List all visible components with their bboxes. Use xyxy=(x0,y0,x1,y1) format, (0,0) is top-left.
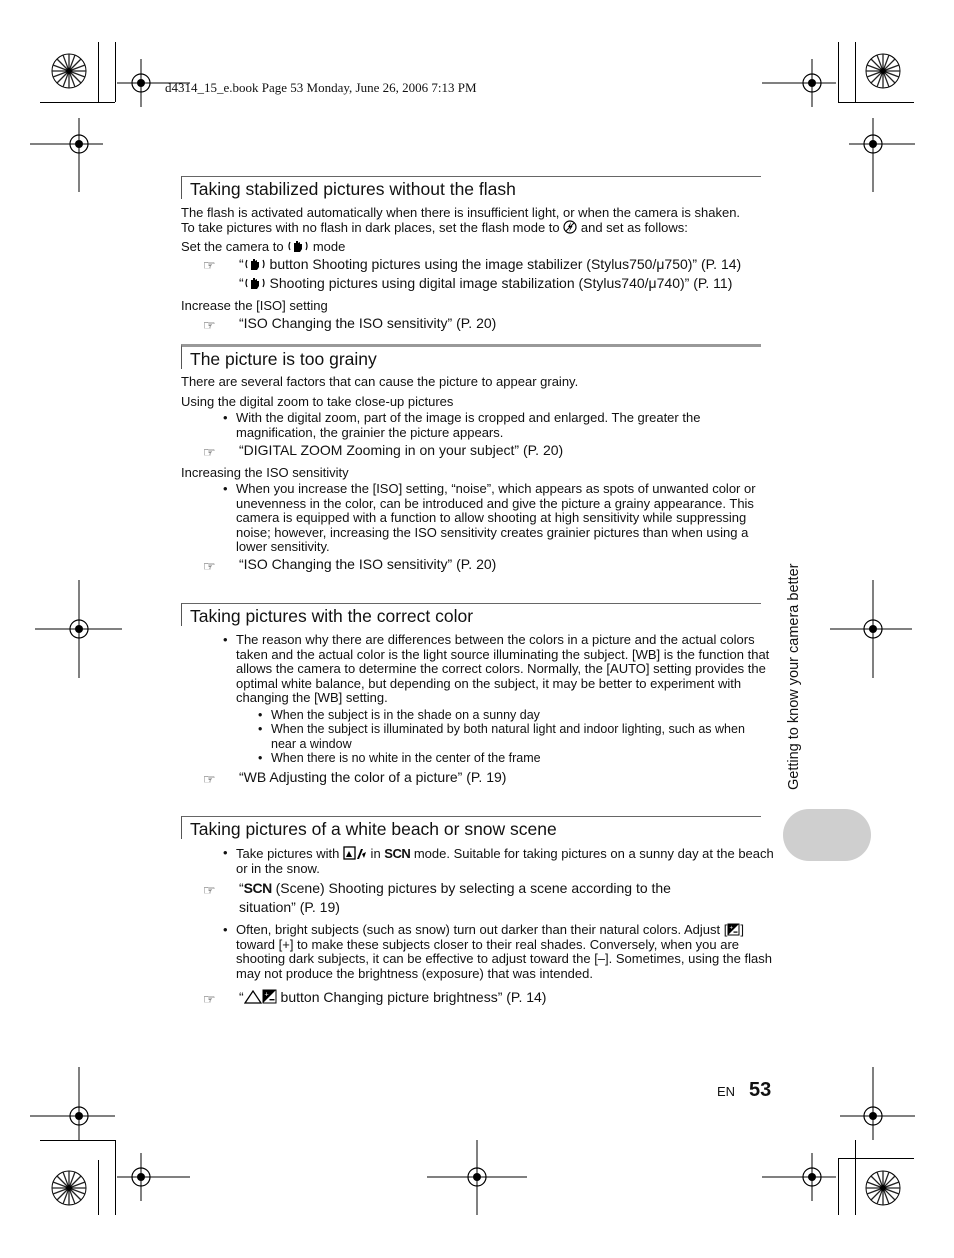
section-title-text: Taking pictures of a white beach or snow scene xyxy=(190,819,557,839)
beach-snow-scene-icon xyxy=(343,846,367,860)
bullet-text: When there is no white in the center of the frame xyxy=(271,751,541,765)
bullet-text: With the digital zoom, part of the image is cropped and enlarged. The greater the magnification, the grainier the picture appears. xyxy=(236,410,701,440)
pointing-hand-icon: ☞ xyxy=(203,558,216,574)
scn-label: SCN xyxy=(243,880,272,896)
ref-quote: “ xyxy=(239,989,244,1005)
print-header: d4314_15_e.book Page 53 Monday, June 26, 2006 7:13 PM xyxy=(165,80,477,95)
pointing-hand-icon: ☞ xyxy=(203,991,216,1007)
exposure-compensation-icon xyxy=(727,923,740,936)
image-stabilizer-hand-icon xyxy=(244,276,266,290)
sub-bullet: • When there is no white in the center of the frame xyxy=(258,751,541,765)
ref-text: (Scene) Shooting pictures by selecting a scene according to the xyxy=(271,880,671,896)
bullet-text: When the subject is illuminated by both natural light and indoor lighting, such as when near a window xyxy=(271,722,745,751)
ref-quote: “ xyxy=(239,880,244,896)
side-tab-label: Getting to know your camera better xyxy=(786,563,802,790)
image-stabilizer-hand-icon xyxy=(244,257,266,271)
exposure-compensation-icon xyxy=(262,989,277,1004)
sub-bullet: • When the subject is illuminated by both natural light and indoor lighting, such as when near a window xyxy=(258,722,745,751)
set-camera-heading xyxy=(181,239,345,255)
reference-link-scene-cont[interactable]: situation” (P. 19) xyxy=(239,899,340,915)
page-number: 53 xyxy=(749,1079,772,1101)
pointing-hand-icon: ☞ xyxy=(203,317,216,333)
sub-bullet: • When the subject is in the shade on a sunny day xyxy=(258,708,540,722)
set-camera-text-a: Set the camera to xyxy=(181,239,288,254)
reference-link-scene[interactable] xyxy=(239,879,671,897)
bullet-text: When you increase the [ISO] setting, “noise”, which appears as spots of unwanted color or unevenness in the color, can be introduced and give the picture a grainy appearance. This camera is equipped with a function to allow shooting at high sensitivity while suppressing noise; however, increasing the ISO sensitivity creates grainier pictures than when using a lower sensitivity. xyxy=(236,481,756,554)
reference-link-digital-zoom[interactable]: “DIGITAL ZOOM Zooming in on your subject” (P. 20) xyxy=(239,442,564,458)
beach-bullet-2: • Often, bright subjects (such as snow) turn out darker than their natural colors. Adjust [ + ] toward [+] to make these subjects closer to their real shades. Conversely, when you are shooting dark subjects, it can be effective to adjust toward the [–]. Sometimes, using the flash may not produce the brightness (exposure) that was intended. xyxy=(223,922,772,981)
section-title-beach xyxy=(181,816,761,839)
grainy-intro: There are several factors that can cause the picture to appear grainy. xyxy=(181,374,579,389)
section-title-text: Taking stabilized pictures without the flash xyxy=(190,179,516,199)
image-stabilizer-hand-icon xyxy=(287,239,309,253)
ref-text: Shooting pictures using digital image stabilization (Stylus740/μ740)” (P. 11) xyxy=(265,275,733,291)
zoom-bullet: • With the digital zoom, part of the image is cropped and enlarged. The greater the magnification, the grainier the picture appears. xyxy=(223,410,701,440)
color-bullet: • The reason why there are differences between the colors in a picture and the actual colors taken and the actual color is the light source illuminating the subject. [WB] is the function that allows the camera to determine the correct colors. Normally, the [AUTO] setting provides the optimal white balance, but depending on the subject, it may be better to experiment with changing the [WB] setting. xyxy=(223,632,770,705)
section-title-stabilized xyxy=(181,176,761,199)
pointing-hand-icon: ☞ xyxy=(203,257,216,273)
section-title-grainy xyxy=(181,344,761,369)
bullet-text-b: ] toward [+] to make these subjects closer to their real shades. Conversely, when you are shooting dark subjects, it can be effective to adjust toward the [–]. Sometimes, using the flash may not produce the brightness (exposure) that was intended. xyxy=(236,922,772,981)
up-arrow-icon xyxy=(244,989,262,1004)
iso-bullet: • When you increase the [ISO] setting, “noise”, which appears as spots of unwanted color or unevenness in the color, can be introduced and give the picture a grainy appearance. This camera is equipped with a function to allow shooting at high sensitivity while suppressing noise; however, increasing the ISO sensitivity creates grainier pictures than when using a lower sensitivity. xyxy=(223,481,756,554)
ref-text: button Changing picture brightness” (P. 14) xyxy=(276,989,547,1005)
reference-link-wb[interactable]: “WB Adjusting the color of a picture” (P. 19) xyxy=(239,769,507,785)
section-title-text: The picture is too grainy xyxy=(190,349,377,369)
pointing-hand-icon: ☞ xyxy=(203,882,216,898)
chapter-tab xyxy=(783,809,871,861)
reference-link-iso[interactable]: “ISO Changing the ISO sensitivity” (P. 20) xyxy=(239,556,497,572)
ref-quote: “ xyxy=(239,275,244,291)
zoom-heading: Using the digital zoom to take close-up pictures xyxy=(181,394,454,409)
beach-bullet-1: • Take pictures with in SCN mode. Suitable for taking pictures on a sunny day at the beach or in the snow. xyxy=(223,845,774,876)
set-camera-text-b: mode xyxy=(309,239,346,254)
bullet-text: When the subject is in the shade on a sunny day xyxy=(271,708,540,722)
pointing-hand-icon: ☞ xyxy=(203,444,216,460)
iso-heading: Increase the [ISO] setting xyxy=(181,298,328,313)
intro-line-1: The flash is activated automatically when there is insufficient light, or when the camera is shaken. xyxy=(181,205,741,220)
intro-text-b: and set as follows: xyxy=(577,220,688,235)
svg-text:+: + xyxy=(264,991,269,999)
bullet-text-b: in xyxy=(366,846,385,861)
bullet-text-a: Often, bright subjects (such as snow) turn out darker than their natural colors. Adjust [ xyxy=(236,922,728,937)
flash-off-icon xyxy=(563,220,577,234)
bullet-text: The reason why there are differences between the colors in a picture and the actual colors taken and the actual color is the light source illuminating the subject. [WB] is the function that allows the camera to determine the correct colors. Normally, the [AUTO] setting provides the optimal white balance, but depending on the subject, it may be better to experiment with changing the [WB] setting. xyxy=(236,632,770,705)
reference-link-brightness[interactable] xyxy=(239,988,546,1006)
reference-link-iso[interactable]: “ISO Changing the ISO sensitivity” (P. 20) xyxy=(239,315,497,331)
bullet-text-c: mode. Suitable for taking pictures on a sunny day at the beach or in the snow. xyxy=(236,846,774,876)
iso-heading: Increasing the ISO sensitivity xyxy=(181,465,349,480)
scn-label: SCN xyxy=(384,846,411,861)
section-title-text: Taking pictures with the correct color xyxy=(190,606,474,626)
ref-text: button Shooting pictures using the image stabilizer (Stylus750/μ750)” (P. 14) xyxy=(265,256,742,272)
reference-link-digital-stabilization[interactable] xyxy=(239,274,732,292)
pointing-hand-icon: ☞ xyxy=(203,771,216,787)
language-label: EN xyxy=(717,1084,736,1099)
intro-line-2 xyxy=(181,220,688,236)
ref-quote: “ xyxy=(239,256,244,272)
intro-text-a: To take pictures with no flash in dark places, set the flash mode to xyxy=(181,220,564,235)
section-title-color xyxy=(181,603,761,626)
bullet-text-a: Take pictures with xyxy=(236,846,343,861)
svg-text:+: + xyxy=(729,925,734,932)
reference-link-stabilizer[interactable] xyxy=(239,255,741,273)
